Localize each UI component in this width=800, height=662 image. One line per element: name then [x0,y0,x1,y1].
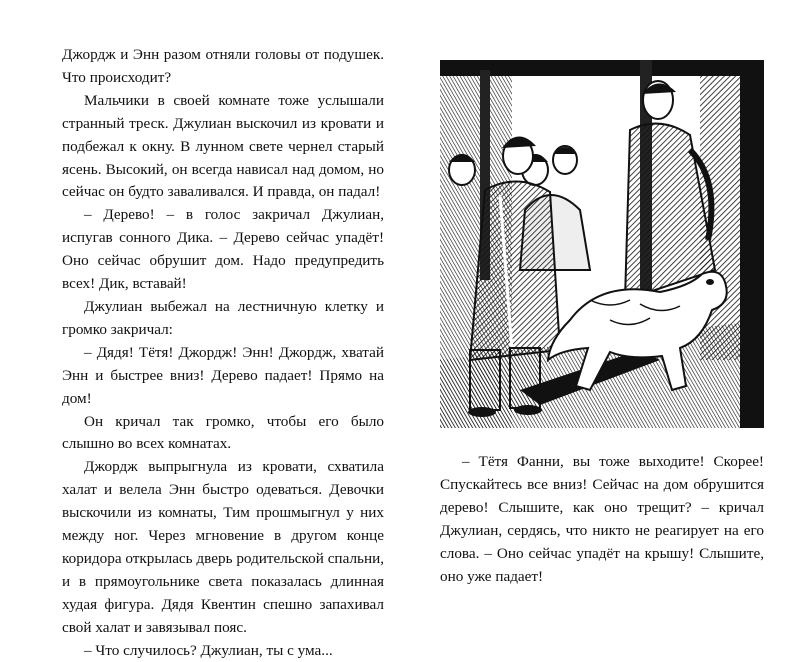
paragraph: Он кричал так громко, чтобы его было слышно во всех комнатах. [62,412,384,453]
left-text-column [62,44,384,662]
right-text-column [440,451,764,588]
paragraph: Джулиан выбежал на лестничную клетку и громко закричал: [62,297,384,338]
paragraph: Джордж выпрыгнула из кровати, схватила халат и велела Энн быстро одеваться. Девочки выскочили из комнаты, Тим прошмыгнул у них между ног. Через мгновение в другом конце коридора открылась дверь родительской спальни, и в прямоугольнике света показалась длинная худая фигура. Дядя Квентин спешно запахивал свой халат и завязывал пояс. [62,458,384,636]
paragraph: – Тётя Фанни, вы тоже выходите! Скорее! Спускайтесь все вниз! Сейчас на дом обрушится дерево! Слышите, как оно трещит? – кричал Джулиан, сердясь, что никто не реагирует на его слова. – Оно сейчас упадёт на крышу! Слышите, оно уже падает! [440,453,764,585]
illustration-svg [440,60,764,428]
illustration-boys-man-dog [440,60,764,428]
paragraph: – Что случилось? Джулиан, ты с ума... [84,641,333,659]
paragraph: – Дядя! Тётя! Джордж! Энн! Джордж, хватай Энн и быстрее вниз! Дерево падает! Прямо на дом! [62,343,384,407]
right-page [400,0,800,585]
paragraph: – Дерево! – в голос закричал Джулиан, испугав сонного Дика. – Дерево сейчас упадёт! Оно сейчас обрушит дом. Надо предупредить всех! Дик, вставай! [62,206,384,293]
paragraph: Джордж и Энн разом отняли головы от подушек. Что происходит? [62,46,384,86]
left-page [0,0,400,659]
paragraph: Мальчики в своей комнате тоже услышали странный треск. Джулиан выскочил из кровати и подбежал к окну. В лунном свете чернел старый ясень. Высокий, он всегда нависал над домом, но сейчас он будто заваливался. И правда, он падал! [62,91,384,201]
